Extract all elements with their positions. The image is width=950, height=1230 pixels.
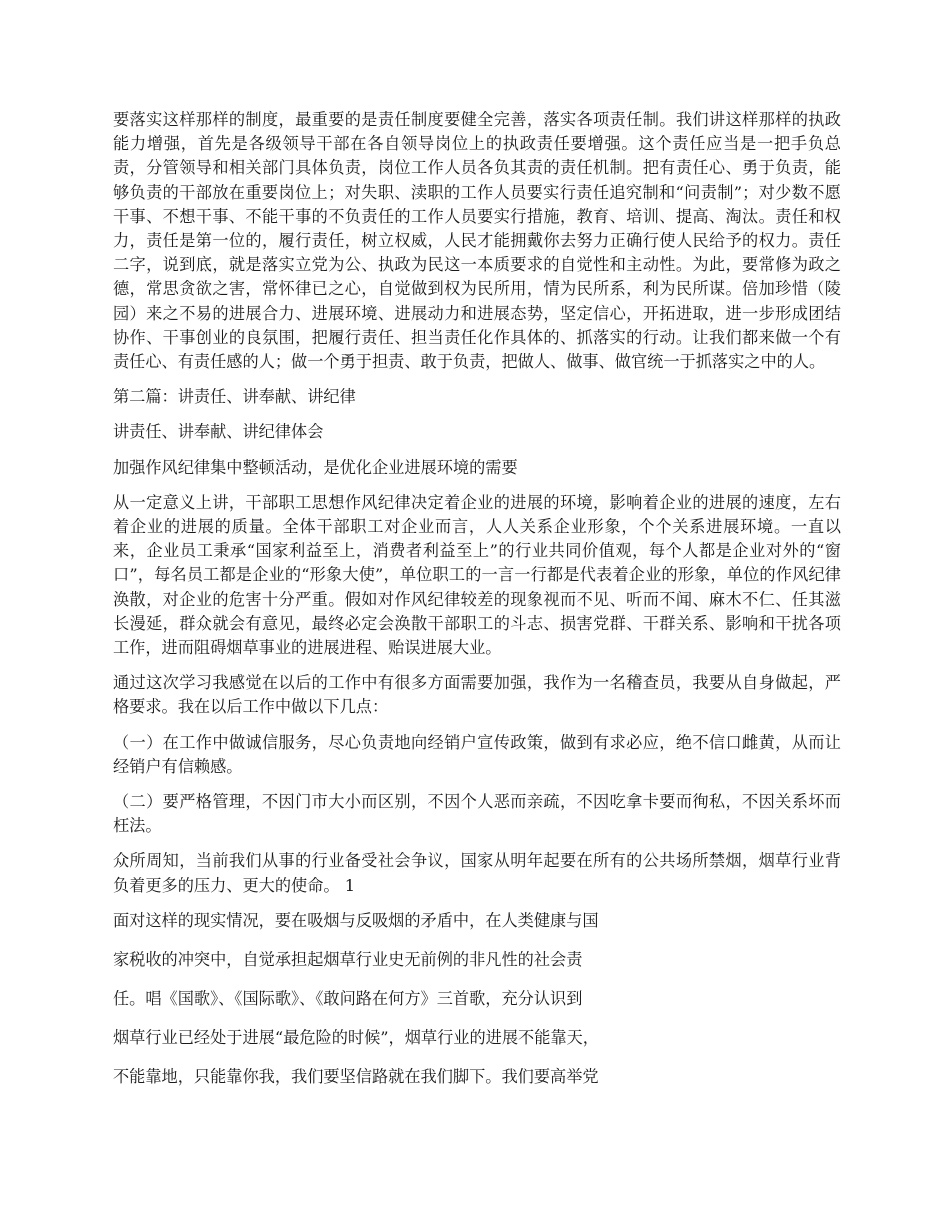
document-page [113, 108, 841, 1104]
list-item-1: （一）在工作中做诚信服务，尽心负责地向经销户宣传政策，做到有求必应，绝不信口雌黄，从而让经销户有信赖感。 [113, 732, 841, 776]
paragraph-industry-pressure: 众所周知，当前我们从事的行业备受社会争议，国家从明年起要在所有的公共场所禁烟，烟草行业背负着更多的压力、更大的使命。 1 [113, 851, 841, 895]
paragraph-study-reflection: 通过这次学习我感觉在以后的工作中有很多方面需要加强，我作为一名稽查员，我要从自身做起，严格要求。我在以后工作中做以下几点： [113, 673, 841, 717]
text-line: 烟草行业已经处于进展“最危险的时候”，烟草行业的进展不能靠天， [113, 1027, 599, 1047]
text-line: 不能靠地，只能靠你我，我们要坚信路就在我们脚下。我们要高举党 [113, 1066, 599, 1086]
subtitle: 讲责任、讲奉献、讲纪律体会 [113, 422, 324, 442]
paragraph-work-style: 从一定意义上讲，干部职工思想作风纪律决定着企业的进展的环境，影响着企业的进展的速度，左右着企业的进展的质量。全体干部职工对企业而言，人人关系企业形象，个个关系进展环境。一直以来，企业员工秉承“国家利益至上，消费者利益至上”的行业共同价值观，每个人都是企业对外的“窗口”，每名员工都是企业的“形象大使”，单位职工的一言一行都是代表着企业的形象，单位的作风纪律涣散，对企业的危害十分严重。假如对作风纪律较差的现象视而不见、听而不闻、麻木不仁、任其滋长漫延，群众就会有意见，最终必定会涣散干部职工的斗志、损害党群、干群关系、影响和干扰各项工作，进而阻碍烟草事业的进展进程、贻误进展大业。 [113, 492, 841, 658]
chapter-heading: 第二篇：讲责任、讲奉献、讲纪律 [113, 387, 356, 407]
section-heading: 加强作风纪律集中整顿活动，是优化企业进展环境的需要 [113, 457, 518, 477]
list-item-2: （二）要严格管理，不因门市大小而区别，不因个人恶而亲疏，不因吃拿卡要而徇私，不因关系坏而枉法。 [113, 792, 841, 836]
text-line: 任。唱《国歌》、《国际歌》、《敢问路在何方》三首歌，充分认识到 [113, 988, 583, 1008]
paragraph-responsibility-system: 要落实这样那样的制度，最重要的是责任制度要健全完善，落实各项责任制。我们讲这样那样的执政能力增强，首先是各级领导干部在各自领导岗位上的执政责任要增强。这个责任应当是一把手负总责，分管领导和相关部门具体负责，岗位工作人员各负其责的责任机制。把有责任心、勇于负责，能够负责的干部放在重要岗位上；对失职、渎职的工作人员要实行责任追究制和“问责制”；对少数不愿干事、不想干事、不能干事的不负责任的工作人员要实行措施，教育、培训、提高、淘汰。责任和权力，责任是第一位的，履行责任，树立权威，人民才能拥戴你去努力正确行使人民给予的权力。责任二字，说到底，就是落实立党为公、执政为民这一本质要求的自觉性和主动性。为此，要常修为政之德，常思贪欲之害，常怀律已之心，自觉做到权为民所用，情为民所系，利为民所谋。倍加珍惜（陵园）来之不易的进展合力、进展环境、进展动力和进展态势，坚定信心，开拓进取，进一步形成团结协作、干事创业的良氛围，把履行责任、担当责任化作具体的、抓落实的行动。让我们都来做一个有责任心、有责任感的人；做一个勇于担责、敢于负责，把做人、做事、做官统一于抓落实之中的人。 [113, 110, 841, 372]
text-line: 面对这样的现实情况，要在吸烟与反吸烟的矛盾中，在人类健康与国 [113, 910, 599, 930]
text-line: 家税收的冲突中，自觉承担起烟草行业史无前例的非凡性的社会责 [113, 949, 583, 969]
